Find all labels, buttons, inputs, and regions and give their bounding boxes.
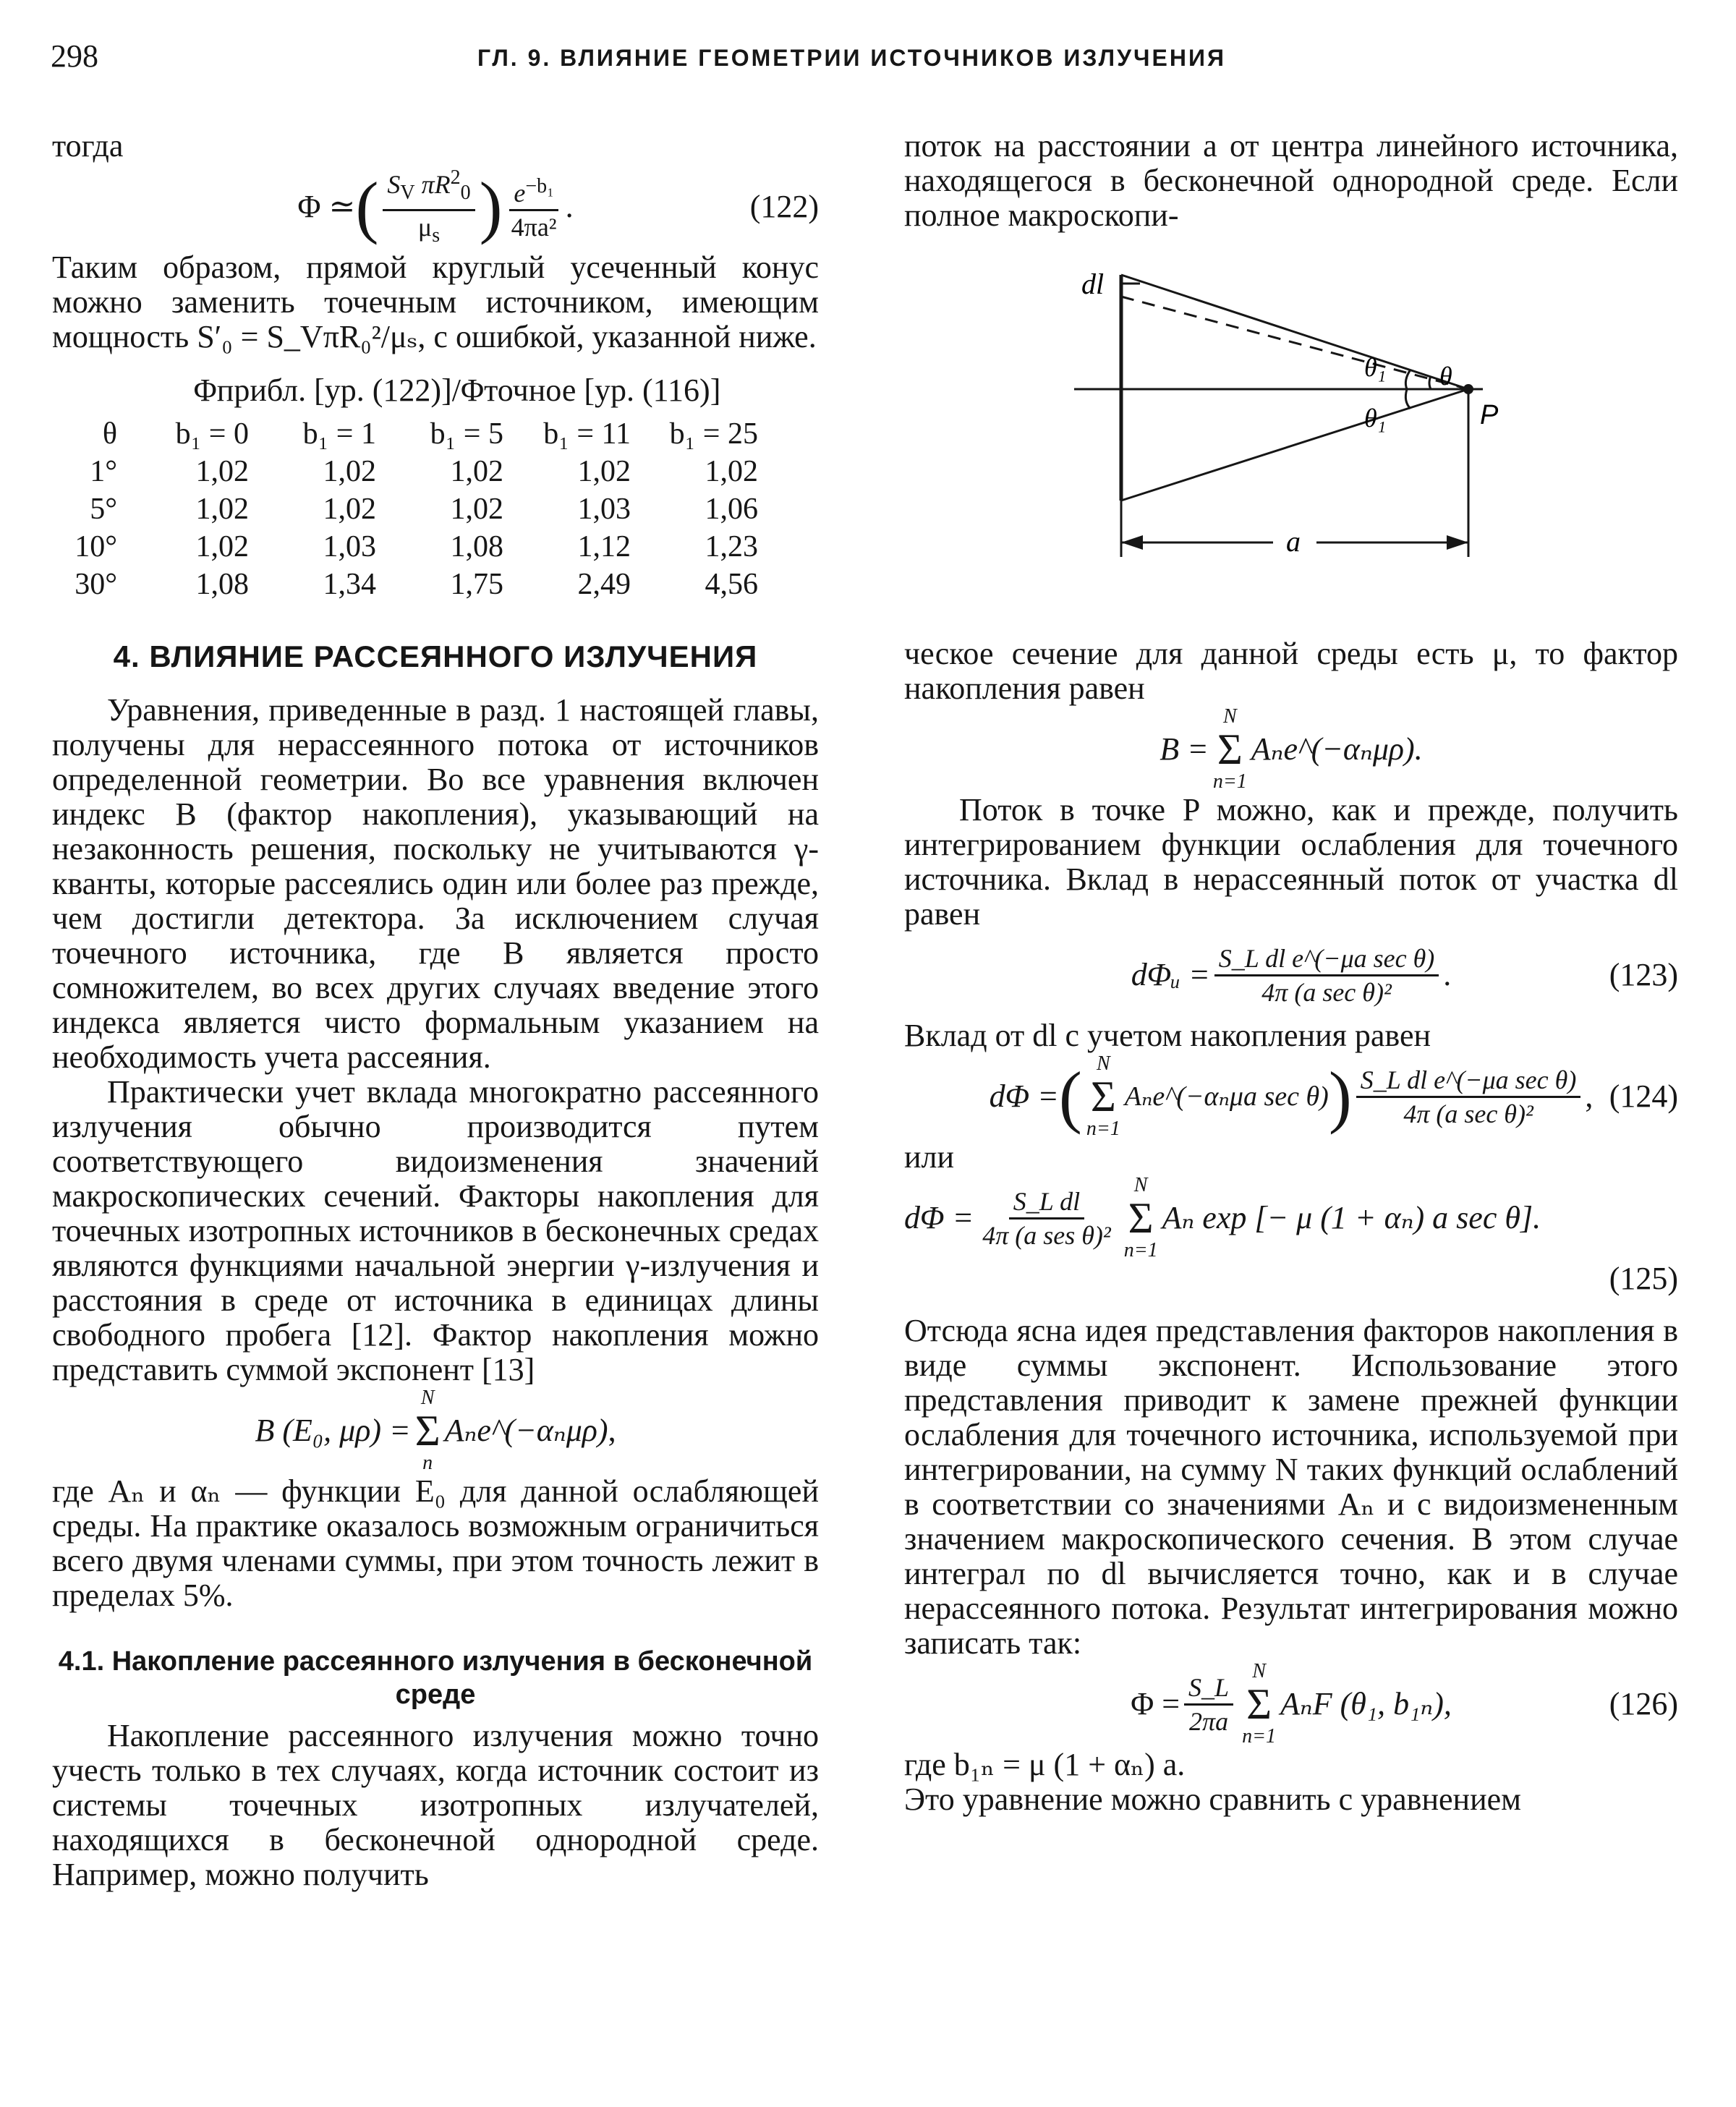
label-theta1-bottom: θ₁ bbox=[1364, 404, 1387, 433]
upper-ray bbox=[1121, 275, 1468, 389]
table-row bbox=[52, 453, 758, 490]
eq126-den: 2πa bbox=[1189, 1706, 1229, 1736]
left-column bbox=[52, 129, 819, 1892]
table-row bbox=[52, 528, 758, 566]
eq122-fraction-exp bbox=[507, 171, 561, 243]
right-para-4: Вклад от dl с учетом накопления равен bbox=[904, 1018, 1431, 1053]
label-P: P bbox=[1480, 400, 1499, 430]
eq125-fraction bbox=[978, 1186, 1115, 1251]
table-header-cell: b₁ = 1 bbox=[302, 417, 376, 451]
table-cell: 1,23 bbox=[705, 530, 758, 563]
right-para-2: ческое сечение для данной среды есть μ, то фактор накопления равен bbox=[904, 636, 1678, 706]
table-cell: 1,03 bbox=[323, 530, 376, 563]
table-header-cell: b₁ = 25 bbox=[669, 417, 758, 451]
right-paren: ) bbox=[479, 168, 503, 245]
table-cell: 1,08 bbox=[195, 568, 249, 601]
dashed-ray bbox=[1121, 297, 1468, 389]
table-cell: 1,02 bbox=[450, 493, 503, 526]
equation-126 bbox=[904, 1661, 1678, 1748]
table-cell: 1,02 bbox=[195, 530, 249, 563]
right-para-1: поток на расстоянии a от центра линейного источника, находящегося в бесконечной однородной среде. Если полное макроскопи- bbox=[904, 128, 1678, 233]
eq124-body: Aₙe^(−αₙμa sec θ) bbox=[1124, 1081, 1329, 1112]
equation-124 bbox=[904, 1053, 1678, 1140]
eq122-dot: . bbox=[565, 189, 574, 224]
table-cell: 1,02 bbox=[705, 455, 758, 488]
left-para-4: где Aₙ и αₙ — функции E₀ для данной ослабляющей среды. На практике оказалось возможным ограничиться всего двумя членами суммы, при этом точность лежит в пределах 5%. bbox=[52, 1473, 819, 1613]
sum-top: N bbox=[1096, 1052, 1110, 1075]
geometry-diagram bbox=[904, 253, 1678, 615]
eq122-sub0: 0 bbox=[460, 182, 471, 204]
sum-bottom: n=1 bbox=[1212, 770, 1247, 793]
label-theta: θ bbox=[1439, 362, 1452, 391]
table-cell: 1,06 bbox=[705, 493, 758, 526]
eq123-fraction bbox=[1214, 942, 1439, 1008]
sum-sign: N Σ n=1 bbox=[1242, 1660, 1276, 1748]
eq125-lhs: dΦ = bbox=[904, 1200, 974, 1235]
eqB2-lhs: B = bbox=[1160, 731, 1209, 767]
table-cell: 1,02 bbox=[577, 455, 631, 488]
table-cell: 1° bbox=[90, 455, 117, 488]
eq123-number: (123) bbox=[1609, 957, 1678, 992]
label-dl: dl bbox=[1081, 268, 1105, 300]
table-cell: 1,12 bbox=[577, 530, 631, 563]
eq124-num: S_L dl e^(−μa sec θ) bbox=[1356, 1064, 1581, 1098]
eq122-sub-s: s bbox=[432, 224, 441, 247]
eq122-fraction-source bbox=[383, 162, 475, 252]
left-para-2: Уравнения, приведенные в разд. 1 настоящей главы, получены для нерассеянного потока от источников определенной геометрии. Во все уравнения включен индекс B (фактор накопления), указывающий на незаконность решения, поскольку не учитываются γ-кванты, которые рассеялись один или более раз прежде, чем достигли детектора. За исключением случая точечного источника, где B является просто сомножителем, во всех других случаях введение этого индекса является чисто формальным указанием на необходимость учета рассеяния. bbox=[52, 692, 819, 1075]
eq122-sub-V: V bbox=[400, 182, 415, 204]
eq122-number: (122) bbox=[749, 189, 819, 224]
subsection-title: 4.1. Накопление рассеянного излучения в бесконечной среде bbox=[58, 1646, 813, 1710]
lower-ray bbox=[1121, 389, 1468, 501]
equation-B-sum bbox=[52, 1387, 819, 1474]
label-a: a bbox=[1286, 525, 1301, 558]
sum-bottom: n bbox=[422, 1452, 433, 1474]
eq122-exp-den: 4πa² bbox=[511, 213, 557, 242]
table-header-cell: b₁ = 11 bbox=[543, 417, 631, 451]
sum-sign: N Σ n=1 bbox=[1086, 1052, 1120, 1140]
arrow-left bbox=[1121, 535, 1143, 550]
eq122-exp-sup: −b₁ bbox=[525, 175, 554, 197]
eq125-den: 4π (a ses θ)² bbox=[982, 1220, 1111, 1250]
section-title: 4. ВЛИЯНИЕ РАССЕЯННОГО ИЗЛУЧЕНИЯ bbox=[113, 639, 758, 673]
sum-top: N bbox=[1222, 705, 1237, 728]
eq124-lhs: dΦ = bbox=[989, 1078, 1059, 1114]
eq122-lhs: Φ ≃ bbox=[297, 189, 356, 224]
eq124-den: 4π (a sec θ)² bbox=[1403, 1099, 1533, 1128]
eq126-number: (126) bbox=[1609, 1686, 1678, 1721]
eq124-number: (124) bbox=[1609, 1078, 1678, 1114]
page-number: 298 bbox=[51, 38, 98, 74]
eq126-fraction bbox=[1184, 1672, 1233, 1737]
left-paren: ( bbox=[1058, 1057, 1082, 1135]
arc-theta bbox=[1429, 376, 1431, 389]
eqB-body: Aₙe^(−αₙμρ) bbox=[444, 1413, 608, 1448]
table-cell: 4,56 bbox=[705, 568, 758, 601]
eq124-trail: , bbox=[1585, 1078, 1594, 1114]
table-row bbox=[52, 490, 758, 528]
eq123-dot: . bbox=[1443, 957, 1452, 992]
arc-theta1-top bbox=[1405, 370, 1410, 389]
eq123-lhs: dΦᵤ = bbox=[1131, 957, 1210, 992]
arc-theta1-bottom bbox=[1405, 389, 1410, 409]
eq122-e: e bbox=[514, 179, 526, 208]
table-header-row bbox=[52, 415, 758, 453]
left-paren: ( bbox=[355, 168, 379, 245]
eq123-num: S_L dl e^(−μa sec θ) bbox=[1214, 942, 1439, 976]
eq125-body: Aₙ exp [− μ (1 + αₙ) a sec θ]. bbox=[1162, 1200, 1541, 1235]
left-para-5: Накопление рассеянного излучения можно точно учесть только в тех случаях, когда источник состоит из системы точечных изотропных излучателей, находящихся в бесконечной однородной среде. Например, можно получить bbox=[52, 1718, 819, 1892]
eqB-lhs: B (E₀, μρ) = bbox=[255, 1413, 411, 1448]
arrow-right bbox=[1447, 535, 1468, 550]
table-header-cell: b₁ = 5 bbox=[430, 417, 503, 451]
sum-bottom: n=1 bbox=[1242, 1725, 1276, 1748]
left-para-1: Таким образом, прямой круглый усеченный конус можно заменить точечным источником, имеющим мощность S′₀ = S_VπR₀²/μₛ, с ошибкой, указанной ниже. bbox=[52, 250, 819, 354]
eq126-num: S_L bbox=[1184, 1672, 1233, 1706]
left-para-3: Практически учет вклада многократно рассеянного излучения обычно производится путем соответствующего видоизменения значений макроскопических сечений. Факторы накопления для точечных изотропных источников в бесконечных средах являются функциями начальной энергии γ-излучения и расстояния в среде от источника в единицах длины свободного пробега [12]. Фактор накопления можно представить суммой экспонент [13] bbox=[52, 1074, 819, 1387]
table-cell: 1,08 bbox=[450, 530, 503, 563]
last-line: Это уравнение можно сравнить с уравнением bbox=[904, 1782, 1521, 1817]
sum-top: N bbox=[1133, 1174, 1148, 1196]
label-theta1-top: θ₁ bbox=[1364, 353, 1387, 382]
eq122-S: S bbox=[387, 169, 401, 199]
table-header-cell: b₁ = 0 bbox=[175, 417, 249, 451]
eq124-fraction bbox=[1356, 1064, 1581, 1130]
equation-123 bbox=[904, 932, 1678, 1018]
eq122-mu: μ bbox=[417, 213, 433, 242]
eq123-den: 4π (a sec θ)² bbox=[1261, 977, 1392, 1007]
table-cell: 1,75 bbox=[450, 568, 503, 601]
running-head: ГЛ. 9. ВЛИЯНИЕ ГЕОМЕТРИИ ИСТОЧНИКОВ ИЗЛУЧЕНИЯ bbox=[477, 45, 1226, 71]
table-caption: Φприбл. [ур. (122)]/Φточное [ур. (116)] bbox=[193, 373, 721, 408]
equation-B-sum-2 bbox=[904, 706, 1678, 793]
table-cell: 1,34 bbox=[323, 568, 376, 601]
table-cell: 30° bbox=[75, 568, 117, 601]
right-paren: ) bbox=[1328, 1057, 1352, 1135]
sum-bottom: n=1 bbox=[1086, 1118, 1120, 1140]
table-row bbox=[52, 566, 758, 603]
sum-sign: N Σ n=1 bbox=[1123, 1174, 1158, 1261]
eq125-number: (125) bbox=[1609, 1261, 1678, 1296]
table-cell: 1,02 bbox=[450, 455, 503, 488]
sum-bottom: n=1 bbox=[1123, 1239, 1158, 1261]
equation-122 bbox=[52, 163, 819, 250]
table-cell: 2,49 bbox=[577, 568, 631, 601]
eqB2-body: Aₙe^(−αₙμρ). bbox=[1251, 731, 1423, 767]
eqB-trail: , bbox=[608, 1413, 616, 1448]
table-cell: 1,03 bbox=[577, 493, 631, 526]
right-para-5: Отсюда ясна идея представления факторов накопления в виде суммы экспонент. Использование этого представления приводит к замене прежней функции ослабления для точечного источника, используемой при интегрировании, на сумму N таких функций ослаблений в соответствии со значениями Aₙ и с видоизмененным значением макроскопического сечения. В этом случае интеграл по dl вычисляется точно, как и в случае нерассеянного потока. Результат интегрирования можно записать так: bbox=[904, 1313, 1678, 1661]
table-header-cell: θ bbox=[102, 417, 117, 451]
intro-word: тогда bbox=[52, 128, 124, 163]
sum-sign: N Σ n bbox=[414, 1387, 441, 1474]
equation-125 bbox=[904, 1175, 1678, 1261]
table-cell: 5° bbox=[90, 493, 117, 526]
table-cell: 1,02 bbox=[195, 493, 249, 526]
eq126-body: AₙF (θ₁, b₁ₙ), bbox=[1280, 1686, 1452, 1721]
line-source-figure bbox=[904, 253, 1678, 615]
eq122-piR: πR bbox=[421, 169, 451, 199]
where-line: где b₁ₙ = μ (1 + αₙ) a. bbox=[904, 1747, 1186, 1782]
sum-top: N bbox=[420, 1387, 435, 1409]
eq122-sup2: 2 bbox=[450, 166, 461, 189]
eq125-number-row bbox=[904, 1261, 1678, 1314]
or-word: или bbox=[904, 1139, 955, 1175]
sum-top: N bbox=[1252, 1660, 1266, 1682]
table-cell: 1,02 bbox=[195, 455, 249, 488]
table-cell: 1,02 bbox=[323, 493, 376, 526]
sum-sign: N Σ n=1 bbox=[1212, 705, 1247, 793]
eq126-lhs: Φ = bbox=[1131, 1686, 1180, 1721]
right-para-3: Поток в точке P можно, как и прежде, получить интегрированием функции ослабления для точечного источника. Вклад в нерассеянный поток от участка dl равен bbox=[904, 792, 1678, 932]
ratio-table bbox=[52, 415, 758, 603]
eq125-num: S_L dl bbox=[1009, 1186, 1084, 1219]
right-column bbox=[904, 129, 1678, 1817]
table-cell: 1,02 bbox=[323, 455, 376, 488]
table-cell: 10° bbox=[75, 530, 117, 563]
